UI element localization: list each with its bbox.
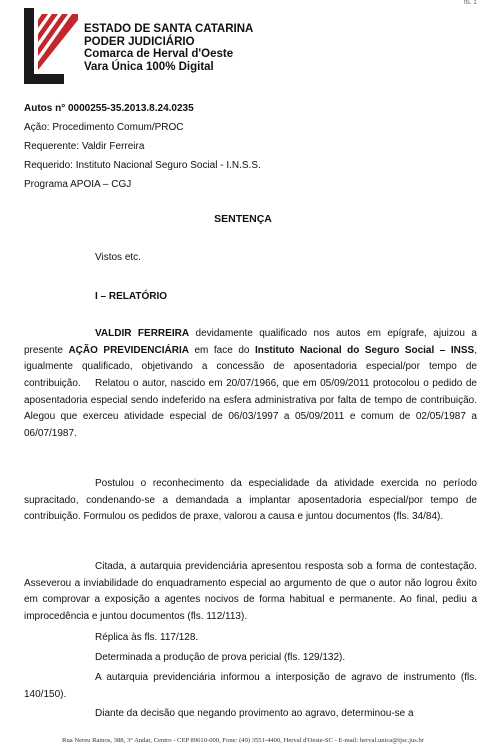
paragraph-1-text-b: em face do: [188, 344, 255, 356]
header-branch: PODER JUDICIÁRIO: [84, 35, 195, 48]
case-number: Autos n° 0000255-35.2013.8.24.0235: [24, 103, 194, 114]
paragraph-5: Réplica às fls. 117/128.: [95, 632, 199, 643]
paragraph-1-text-c: , igualmente qualificado, objetivando a concessão de aposentadoria especial/por tempo de contribuição.: [24, 344, 477, 389]
case-plaintiff: Requerente: Valdir Ferreira: [24, 141, 145, 152]
case-action: Ação: Procedimento Comum/PROC: [24, 122, 184, 133]
plaintiff-name: VALDIR FERREIRA: [95, 328, 190, 339]
defendant-name: Instituto Nacional do Seguro Social – INSS: [254, 344, 475, 356]
document-title: SENTENÇA: [214, 213, 272, 225]
paragraph-6: Determinada a produção de prova pericial (fls. 129/132).: [95, 652, 346, 663]
paragraph-3: Postulou o reconhecimento da especialidade da atividade exercida no período supracitado, condenando-se a demandada a implantar aposentadoria especial/por tempo de contribuição. Formulou os pedidos de praxe, valorou a causa e juntou documentos (fls. 34/84).: [24, 478, 477, 522]
header-district: Comarca de Herval d'Oeste: [84, 48, 234, 60]
judiciary-logo-icon: [24, 8, 78, 84]
page-number: fls. 1: [464, 0, 477, 6]
case-program: Programa APOIA – CGJ: [24, 179, 132, 190]
page-footer: Rua Nereu Ramos, 388, 3° Andar, Centro - CEP 89610-000, Fone: (49) 3551-4400, Herval d'Oeste-SC - E-mail: herval.unica@tjsc.jus.br: [62, 737, 424, 744]
header-state: ESTADO DE SANTA CATARINA: [84, 23, 254, 35]
case-metadata: [24, 99, 261, 194]
vistos-text: Vistos etc.: [95, 252, 141, 263]
case-defendant: Requerido: Instituto Nacional Seguro Social - I.N.S.S.: [24, 160, 261, 171]
action-type: AÇÃO PREVIDENCIÁRIA: [68, 344, 189, 356]
document-header: [24, 8, 464, 86]
paragraph-8: Diante da decisão que negando provimento ao agravo, determinou-se a: [95, 708, 414, 719]
section-heading: I – RELATÓRIO: [95, 291, 168, 302]
paragraph-4: Citada, a autarquia previdenciária apresentou resposta sob a forma de contestação. Asseverou a inviabilidade do enquadramento especial ao argumento de que o autor não logrou êxito em comprovar a exposição a agentes nocivos de forma habitual e permanente. Ao final, pediu a improcedência e juntou documentos (fls. 112/113).: [24, 561, 477, 622]
header-court: Vara Única 100% Digital: [84, 60, 214, 73]
paragraph-1-text-a: devidamente qualificado nos autos em epígrafe, ajuizou a presente: [24, 328, 477, 356]
paragraph-2: Relatou o autor, nascido em 20/07/1966, que em 05/09/2011 protocolou o pedido de aposentadoria especial sendo indeferido na esfera administrativa por falta de tempo de contribuição. Alegou que exerceu atividade especial de 06/03/1997 a 05/09/2011 e comum de 02/05/1987 a 06/07/1987.: [24, 378, 477, 439]
paragraph-7: A autarquia previdenciária informou a interposição de agravo de instrumento (fls. 140/150).: [24, 672, 477, 700]
